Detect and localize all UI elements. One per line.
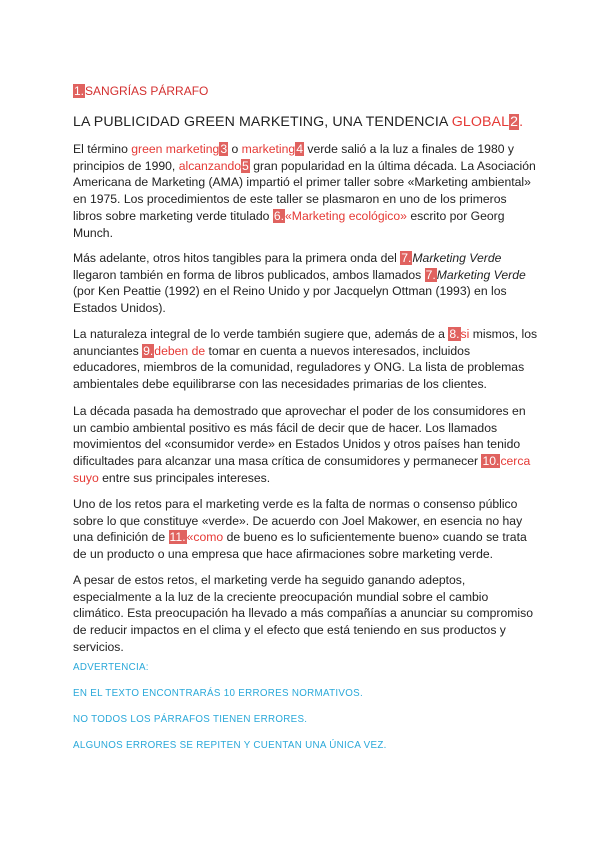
warning-line-2: NO TODOS LOS PÁRRAFOS TIENEN ERRORES. xyxy=(73,714,308,725)
p5-text-1: Uno de los retos para el marketing verde es la falta de normas o consenso público sobre lo que constituye «verde». De acuerdo con Joel Makower, en esencia no hay una definición de xyxy=(73,497,523,545)
p2-text-2: llegaron también en forma de libros publicados, ambos llamados xyxy=(73,267,425,282)
error-marker-7b: 7. xyxy=(425,267,436,282)
p2-text-3: (por Ken Peattie (1992) en el Reino Unido y por Jacquelyn Ottman (1993) en los Estados Unidos). xyxy=(73,284,507,316)
error-marker-11: 11. xyxy=(169,530,186,545)
error-6-text: «Marketing ecológico» xyxy=(285,208,407,223)
p1-text-4: gran popularidad en la última década. La Asociación Americana de Marketing (AMA) impartió el primer taller sobre «Marketing ambiental» en 1975. Los procedimientos de este taller se plasmaron en uno de los primeros libros sobre marketing verde titulado xyxy=(73,158,536,223)
p4-text-1: La década pasada ha demostrado que aprovechar el poder de los consumidores en un cambio ambiental positivo es más fácil de decir que de hacer. Los llamados movimientos del «consumidor verde» en Estados Unidos y otros países han tenido dificultades para alcanzar una masa crítica de consumidores y permanecer xyxy=(73,404,526,469)
error-marker-8: 8. xyxy=(449,327,460,341)
paragraph-4 xyxy=(73,403,539,487)
error-marker-2: 2 xyxy=(510,114,519,130)
p1-text-5: escrito por Georg Munch. xyxy=(73,208,505,240)
p3-text-2: mismos, los anunciantes xyxy=(73,327,538,358)
error-marker-9: 9. xyxy=(143,343,154,358)
paragraph-3 xyxy=(73,326,539,393)
p6-text-1: A pesar de estos retos, el marketing verde ha seguido ganando adeptos, especialmente a la luz de la creciente preocupación mundial sobre el cambio climático. Esta preocupación ha llevado a más compañías a anunciar su compromiso de reducir impactos en el clima y el efecto que está teniendo en sus productos y servicios. xyxy=(73,573,533,654)
p2-text-1: Más adelante, otros hitos tangibles para la primera onda del xyxy=(73,251,401,265)
paragraph-6 xyxy=(73,572,539,656)
paragraph-2 xyxy=(73,250,539,317)
error-marker-7a: 7. xyxy=(401,251,412,265)
p5-text-2: de bueno es lo suficientemente bueno» cuando se trata de un producto o una empresa que hace afirmaciones sobre marketing verde. xyxy=(73,530,527,562)
p1-text-3: verde salió a la luz a finales de 1980 y principios de 1990, xyxy=(73,142,514,173)
error-marker-10: 10. xyxy=(482,454,500,469)
p1-text-2: o xyxy=(228,142,242,156)
p1-text-1: El término xyxy=(73,142,132,156)
warning-line-3: ALGUNOS ERRORES SE REPITEN Y CUENTAN UNA ÚNICA VEZ. xyxy=(73,740,387,751)
paragraph-5 xyxy=(73,496,539,563)
error-11 xyxy=(169,530,224,544)
error-9-text: deben de xyxy=(154,343,206,358)
error-10-text: cerca suyo xyxy=(73,454,531,485)
title-error-word: GLOBAL xyxy=(451,114,510,130)
error-4-text: marketing xyxy=(241,142,296,156)
document-title xyxy=(73,114,523,130)
error-8 xyxy=(448,327,469,341)
error-3 xyxy=(131,142,228,156)
error-marker-3: 3 xyxy=(220,142,228,156)
error-7a xyxy=(400,251,412,265)
error-marker-4: 4 xyxy=(296,142,303,156)
error-5 xyxy=(179,159,250,173)
p3-text-3: tomar en cuenta a nuevos interesados, incluidos educadores, miembros de la comunidad, reguladores y ONG. La lista de problemas ambientales debe equilibrarse con las necesidades primarias de los clientes. xyxy=(73,343,525,392)
section-heading xyxy=(73,84,208,98)
paragraph-1 xyxy=(73,141,539,241)
error-3-text: green marketing xyxy=(131,142,220,156)
section-label: SANGRÍAS PÁRRAFO xyxy=(85,84,209,98)
title-text: LA PUBLICIDAD GREEN MARKETING, UNA TENDENCIA xyxy=(73,114,452,130)
p4-text-2: entre sus principales intereses. xyxy=(98,470,271,485)
error-5-text: alcanzando xyxy=(178,158,242,173)
p2-italic-1: Marketing Verde xyxy=(412,251,502,265)
error-4 xyxy=(242,142,304,156)
error-6 xyxy=(273,209,407,223)
error-11-text: «como xyxy=(186,530,224,545)
error-marker-6: 6. xyxy=(273,208,285,223)
p2-italic-2: Marketing Verde xyxy=(436,267,526,282)
warning-heading: ADVERTENCIA: xyxy=(73,662,149,673)
error-8-text: si xyxy=(460,327,470,341)
warning-line-1: EN EL TEXTO ENCONTRARÁS 10 ERRORES NORMATIVOS. xyxy=(73,688,363,699)
section-number: 1. xyxy=(74,84,85,98)
p3-text-1: La naturaleza integral de lo verde también sugiere que, además de a xyxy=(73,327,449,341)
title-period: . xyxy=(519,114,524,130)
error-7b xyxy=(425,268,437,282)
error-marker-5: 5 xyxy=(242,158,249,173)
error-9 xyxy=(142,344,205,358)
